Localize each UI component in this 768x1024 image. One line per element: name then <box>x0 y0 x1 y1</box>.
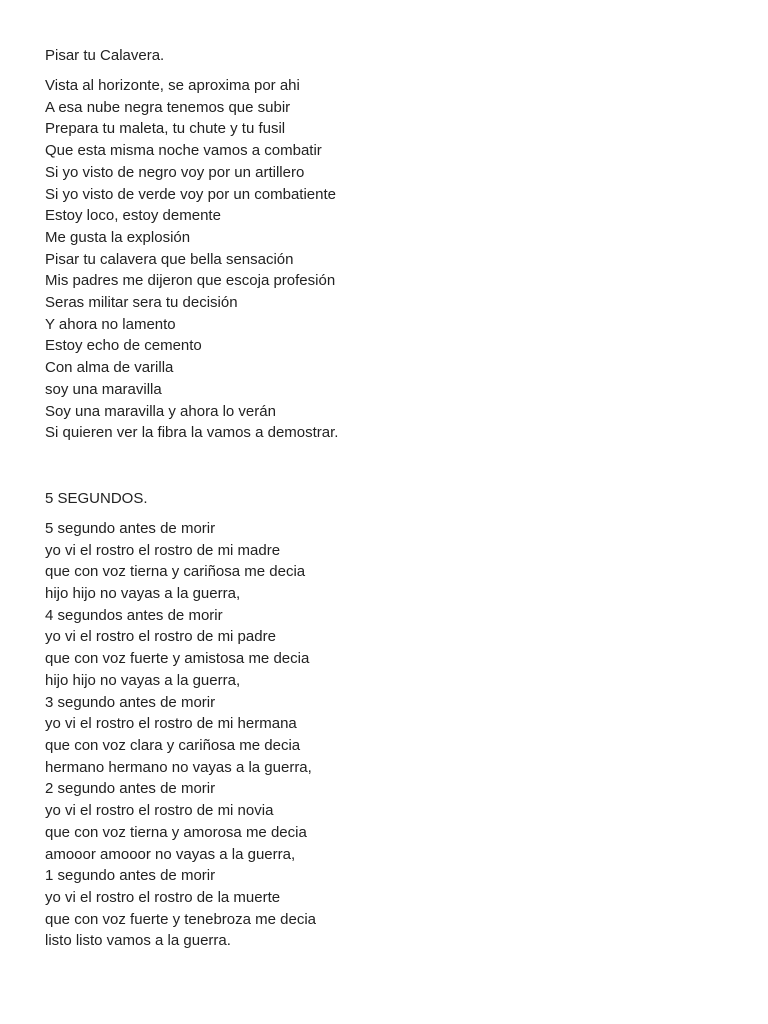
poem-title: 5 SEGUNDOS. <box>45 489 148 507</box>
poem-line: 3 segundo antes de morir <box>45 693 216 711</box>
poem-line: 5 segundo antes de morir <box>45 519 216 537</box>
poem-line: hijo hijo no vayas a la guerra, <box>45 585 241 603</box>
poem-line: yo vi el rostro el rostro de mi novia <box>45 802 274 820</box>
poem-line: 4 segundos antes de morir <box>45 606 223 624</box>
poem-line: hermano hermano no vayas a la guerra, <box>45 758 312 776</box>
poem-line: yo vi el rostro el rostro de mi hermana <box>45 715 297 733</box>
poem-line: Si yo visto de negro voy por un artillero <box>45 163 305 181</box>
poem-line: Estoy echo de cemento <box>45 337 202 355</box>
poem-lines <box>45 75 745 444</box>
poem-line: Estoy loco, estoy demente <box>45 207 221 225</box>
poem-line: Mis padres me dijeron que escoja profesión <box>45 272 336 290</box>
poem-line: Prepara tu maleta, tu chute y tu fusil <box>45 120 286 138</box>
poem-line: listo listo vamos a la guerra. <box>45 932 231 950</box>
poem-line: que con voz clara y cariñosa me decia <box>45 736 301 754</box>
poem-5-segundos <box>45 488 745 952</box>
poem-line: Si quieren ver la fibra la vamos a demostrar. <box>45 424 339 442</box>
poem-line: Vista al horizonte, se aproxima por ahi <box>45 77 300 94</box>
poem-line: hijo hijo no vayas a la guerra, <box>45 671 241 689</box>
poem-title: Pisar tu Calavera. <box>45 47 165 64</box>
poem-line: que con voz fuerte y tenebroza me decia <box>45 910 316 928</box>
poem-line: Soy una maravilla y ahora lo verán <box>45 402 276 420</box>
poem-line: Me gusta la explosión <box>45 228 191 246</box>
poem-line: yo vi el rostro el rostro de mi padre <box>45 628 276 646</box>
poem-line: amooor amooor no vayas a la guerra, <box>45 845 296 863</box>
poem-line: que con voz tierna y amorosa me decia <box>45 823 307 841</box>
poem-line: Que esta misma noche vamos a combatir <box>45 142 322 160</box>
poem-line: A esa nube negra tenemos que subir <box>45 98 291 116</box>
poem-line: soy una maravilla <box>45 380 162 398</box>
poem-line: que con voz tierna y cariñosa me decia <box>45 563 306 581</box>
poem-line: 1 segundo antes de morir <box>45 867 216 885</box>
poem-line: Pisar tu calavera que bella sensación <box>45 250 294 268</box>
poem-line: que con voz fuerte y amistosa me decia <box>45 650 310 668</box>
poem-lines <box>45 518 745 952</box>
poem-pisar-tu-calavera <box>45 45 745 444</box>
poem-line: Seras militar sera tu decisión <box>45 294 238 312</box>
poem-line: yo vi el rostro el rostro de mi madre <box>45 541 281 559</box>
poem-line: yo vi el rostro el rostro de la muerte <box>45 888 281 906</box>
document-page <box>45 45 745 952</box>
poem-line: Y ahora no lamento <box>45 315 176 333</box>
poem-line: 2 segundo antes de morir <box>45 780 216 798</box>
poem-line: Con alma de varilla <box>45 359 174 377</box>
poem-line: Si yo visto de verde voy por un combatiente <box>45 185 336 203</box>
